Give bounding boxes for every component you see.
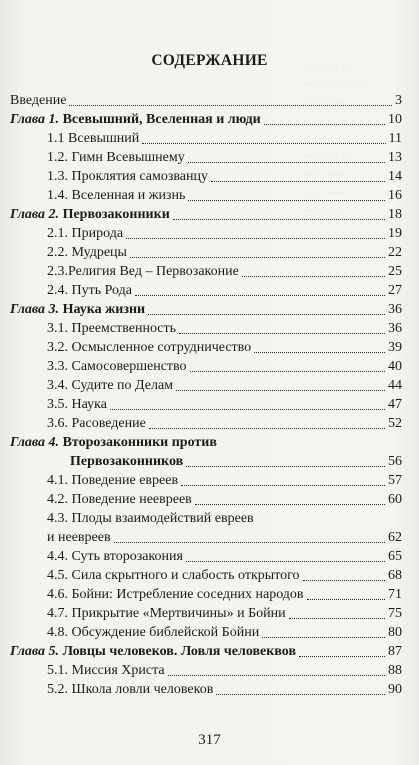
- toc-entry: [0, 243, 419, 262]
- toc-entry-text: 3.6. Расоведение: [47, 416, 146, 431]
- chapter-number: Глава 5.: [10, 644, 60, 659]
- toc-entry-title: [47, 376, 173, 395]
- toc-page-number: 65: [388, 549, 402, 564]
- toc-entry: [0, 661, 419, 680]
- toc-page-number: 36: [388, 321, 402, 336]
- dot-leader: [195, 504, 385, 505]
- toc-entry: [0, 642, 419, 661]
- toc-entry: [0, 357, 419, 376]
- dot-leader: [307, 599, 385, 600]
- toc-entry-text: 1.3. Проклятия самозванцу: [47, 169, 208, 184]
- toc-entry: [0, 376, 419, 395]
- toc-entry: [0, 566, 419, 585]
- toc-entry-text: Первозаконники: [59, 207, 170, 222]
- page-title: СОДЕРЖАНИЕ: [151, 52, 268, 69]
- toc-entry: [0, 490, 419, 509]
- toc-page-number: 40: [388, 359, 402, 374]
- toc-entry: [0, 414, 419, 433]
- dot-leader: [242, 276, 385, 277]
- toc-page-number: 27: [388, 283, 402, 298]
- toc-entry-text: 1.1 Всевышний: [47, 131, 140, 146]
- dot-leader: [148, 314, 385, 315]
- chapter-number: Глава 1.: [10, 112, 60, 127]
- dot-leader: [179, 333, 385, 334]
- toc-entry-title: [47, 414, 146, 433]
- toc-entry-text: 4.2. Поведение неевреев: [47, 492, 192, 507]
- dot-leader: [168, 675, 385, 676]
- toc-entry-text: 2.4. Путь Рода: [47, 283, 132, 298]
- toc-page-number: 80: [388, 625, 402, 640]
- toc-entry-text: 1.4. Вселенная и жизнь: [47, 188, 186, 203]
- toc-entry: [0, 281, 419, 300]
- toc-entry-text: 2.2. Мудрецы: [47, 245, 127, 260]
- toc-entry-text: 2.3.Религия Вед – Первозаконие: [47, 264, 239, 279]
- dot-leader: [216, 694, 385, 695]
- toc-entry-text: 3.4. Судите по Делам: [47, 378, 174, 393]
- toc-entry-text: 4.3. Плоды взаимодействий евреев: [47, 511, 254, 526]
- toc-entry-title: [47, 319, 176, 338]
- dot-leader: [181, 485, 385, 486]
- toc-entry: [0, 224, 419, 243]
- toc-entry: [0, 433, 419, 452]
- toc-entry: [0, 148, 419, 167]
- table-of-contents: [0, 91, 419, 699]
- toc-entry: [0, 452, 419, 471]
- toc-entry: [0, 623, 419, 642]
- toc-entry-title: [47, 262, 239, 281]
- toc-entry-title: [47, 604, 286, 623]
- toc-page-number: 56: [388, 454, 402, 469]
- toc-entry-text: 4.4. Суть второзакония: [47, 549, 183, 564]
- toc-entry-title: [10, 642, 296, 661]
- toc-entry-title: [47, 395, 107, 414]
- toc-entry: [0, 91, 419, 110]
- toc-page-number: 25: [388, 264, 402, 279]
- toc-page-number: 22: [388, 245, 402, 260]
- toc-page-number: 19: [388, 226, 402, 241]
- toc-page-number: 88: [388, 663, 402, 678]
- toc-entry-text: 2.1. Природа: [47, 226, 124, 241]
- toc-page-number: 18: [388, 207, 402, 222]
- toc-page-number: 36: [388, 302, 402, 317]
- toc-entry-text: 4.1. Поведение евреев: [47, 473, 179, 488]
- toc-entry-text: 4.8. Обсуждение библейской Бойни: [47, 625, 260, 640]
- toc-entry: [0, 186, 419, 205]
- toc-entry-title: [47, 224, 123, 243]
- dot-leader: [188, 200, 385, 201]
- toc-page-number: 75: [388, 606, 402, 621]
- toc-entry-text: и неевреев: [47, 530, 111, 545]
- toc-entry-text: Ловцы человеков. Ловля человеквов: [59, 644, 297, 659]
- toc-page-number: 62: [388, 530, 402, 545]
- toc-entry-title: [47, 528, 111, 547]
- toc-entry-text: 3.2. Осмысленное сотрудничество: [47, 340, 252, 355]
- toc-entry: [0, 547, 419, 566]
- toc-entry-title: [47, 186, 185, 205]
- toc-entry: [0, 319, 419, 338]
- toc-entry-title: [47, 281, 132, 300]
- dot-leader: [130, 257, 385, 258]
- toc-entry-text: Второзаконники против: [59, 435, 217, 450]
- dot-leader: [135, 295, 385, 296]
- chapter-number: Глава 3.: [10, 302, 60, 317]
- toc-entry-title: [47, 471, 178, 490]
- dot-leader: [114, 542, 385, 543]
- toc-entry-title: [10, 91, 66, 110]
- toc-entry-title: [47, 623, 259, 642]
- dot-leader: [126, 238, 385, 239]
- dot-leader: [69, 105, 392, 106]
- dot-leader: [254, 352, 385, 353]
- toc-entry: [0, 680, 419, 699]
- toc-entry-title: [47, 167, 208, 186]
- toc-entry-title: [47, 661, 165, 680]
- chapter-number: Глава 4.: [10, 435, 60, 450]
- toc-entry-title: [47, 509, 254, 528]
- toc-entry-title: [47, 148, 185, 167]
- toc-entry-text: Наука жизни: [59, 302, 146, 317]
- dot-leader: [289, 618, 385, 619]
- dot-leader: [211, 181, 385, 182]
- toc-entry-text: 4.7. Прикрытие «Мертвичины» и Бойни: [47, 606, 286, 621]
- toc-page-number: 71: [388, 587, 402, 602]
- dot-leader: [173, 219, 385, 220]
- dot-leader: [110, 409, 385, 410]
- toc-page-number: 87: [388, 644, 402, 659]
- toc-page-number: 13: [388, 150, 402, 165]
- toc-entry-title: [10, 110, 261, 129]
- toc-entry: [0, 129, 419, 148]
- toc-entry-title: [47, 585, 304, 604]
- toc-entry-text: 3.1. Преемственность: [47, 321, 177, 336]
- toc-entry-title: [47, 338, 251, 357]
- toc-page-number: 14: [388, 169, 402, 184]
- toc-page-number: 47: [388, 397, 402, 412]
- toc-entry-text: 1.2. Гимн Всевышнему: [47, 150, 185, 165]
- toc-entry: [0, 604, 419, 623]
- toc-entry-text: Всевышний, Вселенная и люди: [59, 112, 261, 127]
- toc-entry-title: [10, 300, 145, 319]
- toc-entry-title: [70, 452, 183, 471]
- toc-entry-title: [47, 490, 192, 509]
- toc-page-number: 90: [388, 682, 402, 697]
- dot-leader: [299, 656, 385, 657]
- toc-entry-title: [47, 547, 183, 566]
- toc-entry-title: [47, 566, 300, 585]
- toc-page-number: 44: [388, 378, 402, 393]
- toc-entry-title: [47, 243, 127, 262]
- toc-entry: [0, 205, 419, 224]
- dot-leader: [149, 428, 385, 429]
- toc-entry: [0, 110, 419, 129]
- chapter-number: Глава 2.: [10, 207, 60, 222]
- toc-page-number: 68: [388, 568, 402, 583]
- toc-entry-title: [47, 357, 187, 376]
- toc-entry-title: [47, 680, 213, 699]
- toc-page-number: 3: [395, 93, 402, 108]
- toc-entry: [0, 167, 419, 186]
- dot-leader: [303, 580, 385, 581]
- toc-page-number: 60: [388, 492, 402, 507]
- dot-leader: [186, 561, 385, 562]
- toc-entry-text: 3.5. Наука: [47, 397, 107, 412]
- toc-entry-text: Первозаконников: [70, 454, 184, 469]
- toc-entry: [0, 509, 419, 528]
- toc-page-number: 52: [388, 416, 402, 431]
- dot-leader: [264, 124, 385, 125]
- toc-entry: [0, 300, 419, 319]
- dot-leader: [186, 466, 385, 467]
- toc-entry: [0, 262, 419, 281]
- toc-entry: [0, 338, 419, 357]
- dot-leader: [188, 162, 385, 163]
- dot-leader: [190, 371, 385, 372]
- toc-entry-title: [47, 129, 139, 148]
- toc-entry-text: 5.2. Школа ловли человеков: [47, 682, 214, 697]
- toc-page-number: 10: [388, 112, 402, 127]
- dot-leader: [176, 390, 385, 391]
- toc-entry: [0, 395, 419, 414]
- page-number: 317: [198, 732, 221, 748]
- toc-entry-text: 3.3. Самосовершенство: [47, 359, 187, 374]
- toc-entry-text: 4.6. Бойни: Истребление соседних народов: [47, 587, 304, 602]
- dot-leader: [142, 143, 385, 144]
- toc-page-number: 11: [388, 131, 402, 146]
- toc-page-number: 16: [388, 188, 402, 203]
- toc-entry-text: 5.1. Миссия Христа: [47, 663, 165, 678]
- show-through-text: ·· ······· ··· ·· ··· ······· ····· ·· ···· ···· ··· ····· ·· ·· ·· ······ ··· ······ ··· ··· ·· ····· ·· ··· ····· ··· ····· ··: [303, 61, 364, 217]
- dot-leader: [262, 637, 385, 638]
- toc-entry: [0, 471, 419, 490]
- toc-entry: [0, 528, 419, 547]
- toc-page-number: 39: [388, 340, 402, 355]
- toc-entry-text: 4.5. Сила скрытного и слабость открытого: [47, 568, 300, 583]
- toc-entry-title: [10, 433, 217, 452]
- toc-entry: [0, 585, 419, 604]
- toc-entry-title: [10, 205, 170, 224]
- toc-entry-text: Введение: [10, 93, 67, 108]
- toc-page-number: 57: [388, 473, 402, 488]
